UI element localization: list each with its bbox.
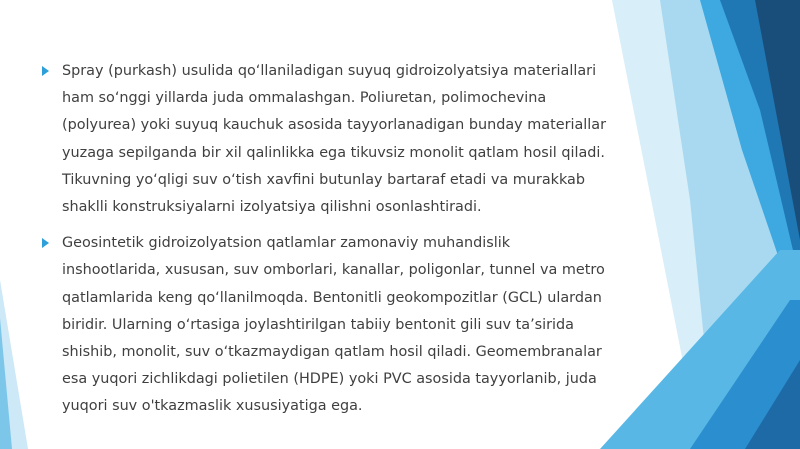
bullet-text-line: ham so‘nggi yillarda juda ommalashgan. Poliuretan, polimochevina [62,90,547,107]
bullet-text-line: (polyurea) yoki suyuq kauchuk asosida tayyorlanadigan bunday materiallar [62,117,607,134]
bullet-arrow-icon [42,238,49,248]
bullet-arrow-icon [42,66,49,76]
bullet-text-line: inshootlarida, xususan, suv omborlari, kanallar, poligonlar, tunnel va metro [62,262,605,279]
bullet-text-line: Geosintetik gidroizolyatsion qatlamlar zamonaviy muhandislik [62,235,511,252]
bullet-text-line: yuqori suv o'tkazmaslik xususiyatiga ega. [62,398,363,415]
slide-body [40,58,607,430]
bullet-text-line: yuzaga sepilganda bir xil qalinlikka ega tikuvsiz monolit qatlam hosil qiladi. [62,144,605,161]
bullet-text-line: biridir. Ularning o‘rtasiga joylashtirilgan tabiiy bentonit gili suv ta’sirida [62,316,575,333]
bullet-text-line: shaklli konstruksiyalarni izolyatsiya qilishni osonlashtiradi. [62,199,482,216]
bullet-text-line: shishib, monolit, suv o‘tkazmaydigan qatlam hosil qiladi. Geomembranalar [62,344,602,361]
bullet-text-line: esa yuqori zichlikdagi polietilen (HDPE) yoki PVC asosida tayyorlanib, juda [62,371,597,388]
bullet-text-line: qatlamlarida keng qo‘llanilmoqda. Bentonitli geokompozitlar (GCL) ulardan [62,289,602,306]
bullet-text-line: Tikuvning yo‘qligi suv o‘tish xavfini butunlay bartaraf etadi va murakkab [62,171,586,188]
bullet-item [40,230,605,420]
bullet-text-line: Spray (purkash) usulida qo‘llaniladigan suyuq gidroizolyatsiya materiallari [62,63,597,79]
bullet-item [40,58,607,221]
